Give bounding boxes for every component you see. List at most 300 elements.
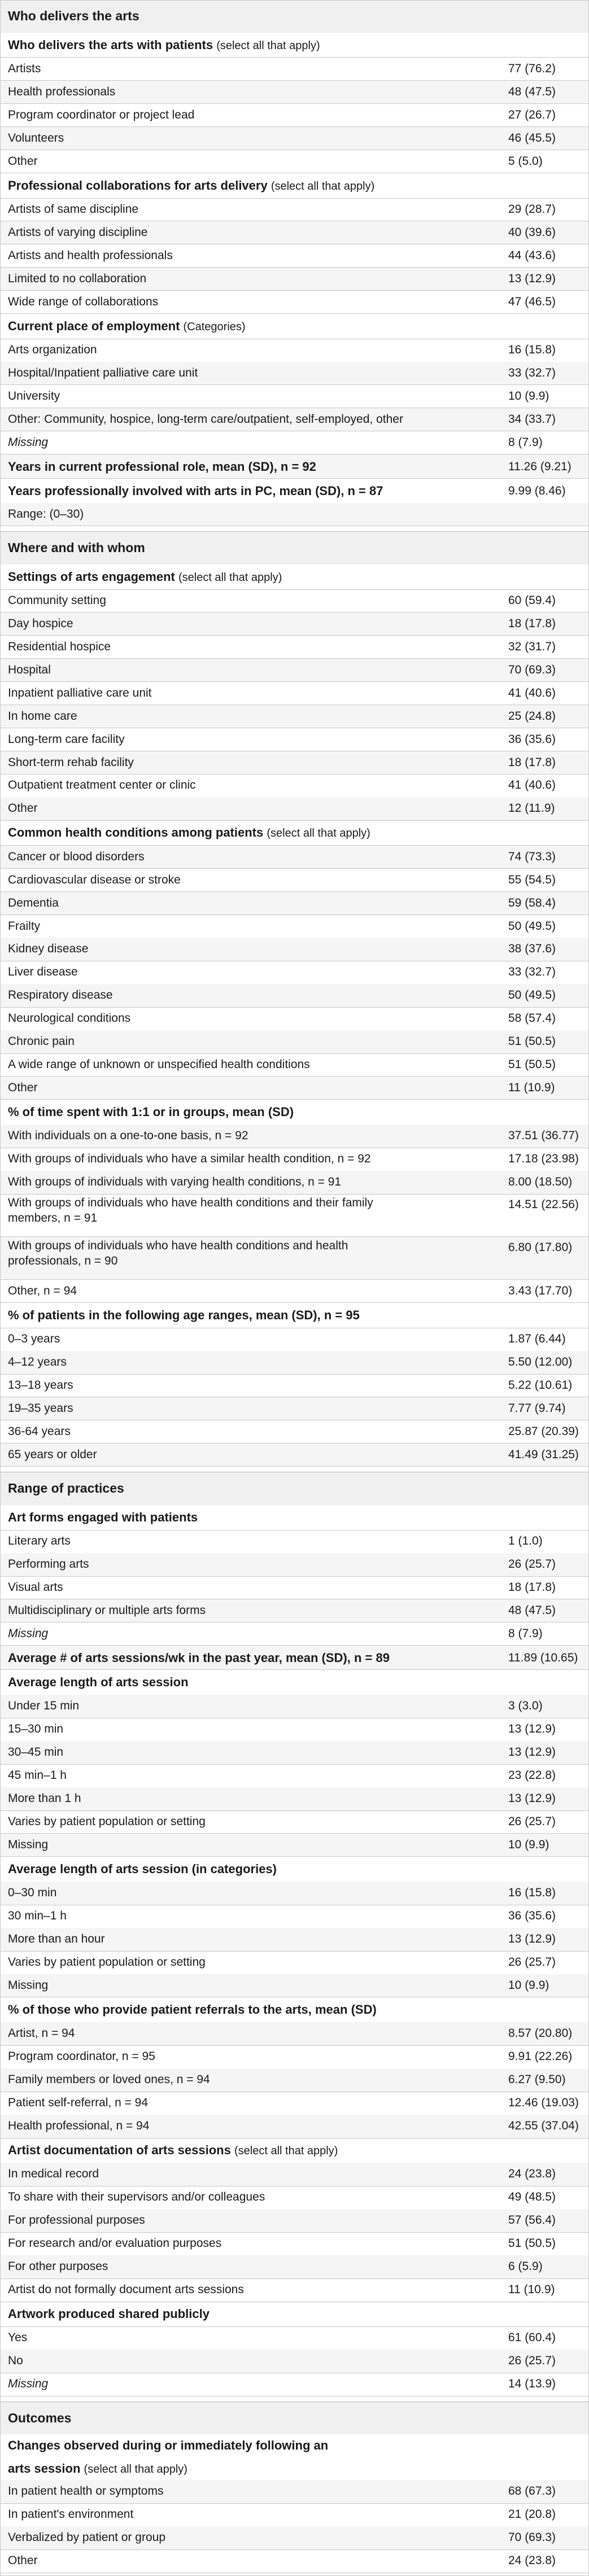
subheading-text: Art forms engaged with patients (8, 1510, 198, 1524)
row-divider (0, 1466, 589, 1467)
row-value: 11.26 (9.21) (508, 460, 571, 473)
subheading-note: (select all that apply) (216, 39, 320, 52)
row-label: Frailty (8, 919, 41, 933)
row-value: 41 (40.6) (508, 779, 556, 792)
table-row (0, 751, 589, 775)
row-value: 77 (76.2) (508, 62, 556, 75)
row-value: 14.51 (22.56) (508, 1198, 579, 1212)
subheading-row (0, 314, 589, 339)
table-row (0, 1374, 589, 1397)
section-heading (0, 532, 589, 565)
table-row (0, 659, 589, 682)
row-value: 26 (25.7) (508, 1815, 556, 1828)
row-label: Health professional, n = 94 (8, 2119, 150, 2133)
subheading-row (0, 2138, 589, 2163)
table-row (0, 58, 589, 81)
row-label: With groups of individuals with varying health conditions, n = 91 (8, 1175, 342, 1189)
row-label: Liver disease (8, 965, 78, 979)
row-label: Family members or loved ones, n = 94 (8, 2073, 210, 2087)
row-value: 9.91 (22.26) (508, 2050, 573, 2063)
table-row (0, 150, 589, 173)
table-row (0, 1553, 589, 1576)
table-row (0, 1530, 589, 1553)
row-value: 34 (33.7) (508, 412, 556, 426)
stat-row (0, 1646, 589, 1670)
table-row (0, 1882, 589, 1905)
row-label: No (8, 2354, 23, 2368)
subheading-text: Current place of employment (8, 318, 180, 333)
subheading-row (0, 33, 589, 58)
subheading-text: Settings of arts engagement (8, 569, 175, 584)
row-label: Years in current professional role, mean (SD), n = 92 (8, 459, 316, 474)
subheading-text: Average length of arts session (in categories) (8, 1861, 277, 1876)
row-value: 18 (17.8) (508, 616, 556, 630)
row-value: 44 (43.6) (508, 248, 556, 262)
table-row (0, 892, 589, 915)
row-value: 8 (7.9) (508, 435, 543, 449)
subheading-label (8, 314, 589, 339)
row-label: Yes (8, 2331, 28, 2345)
row-label: Missing (8, 1979, 49, 1992)
row-label: Missing (8, 1838, 49, 1851)
row-label: Average # of arts sessions/wk in the past year, mean (SD), n = 89 (8, 1650, 390, 1665)
table-row (0, 938, 589, 961)
table-row (0, 774, 589, 797)
row-label: Missing (8, 435, 49, 449)
row-label: Multidisciplinary or multiple arts forms (8, 1603, 206, 1617)
row-label: With individuals on a one-to-one basis, n = 92 (8, 1129, 248, 1143)
row-value: 3.43 (17.70) (508, 1284, 573, 1297)
subheading-label (8, 1505, 589, 1530)
row-value: 5.22 (10.61) (508, 1379, 573, 1392)
row-value: 37.51 (36.77) (508, 1129, 579, 1143)
table-row (0, 1237, 589, 1280)
subheading-text: Artist documentation of arts sessions (8, 2143, 231, 2158)
row-label: Long-term care facility (8, 732, 125, 746)
table-row (0, 1576, 589, 1599)
subheading-label (8, 1100, 589, 1125)
row-value: 33 (32.7) (508, 366, 556, 380)
row-value: 6.80 (17.80) (508, 1240, 573, 1254)
row-label: In home care (8, 709, 77, 723)
row-label: 0–30 min (8, 1886, 57, 1900)
section-title: Range of practices (8, 1481, 124, 1496)
table-row (0, 2255, 589, 2278)
row-value: 6.27 (9.50) (508, 2073, 566, 2087)
row-label: Dementia (8, 896, 59, 909)
subheading-label (8, 2434, 589, 2481)
row-value: 50 (49.5) (508, 989, 556, 1002)
row-label: Literary arts (8, 1534, 71, 1548)
subheading-text: Who delivers the arts with patients (8, 37, 213, 52)
table-row (0, 1053, 589, 1077)
row-value: 26 (25.7) (508, 1558, 556, 1571)
table-row (0, 2503, 589, 2526)
row-label: Range: (0–30) (8, 508, 84, 521)
table-row (0, 2326, 589, 2350)
row-value: 68 (67.3) (508, 2485, 556, 2498)
row-label: 13–18 years (8, 1379, 73, 1392)
row-value: 25.87 (20.39) (508, 1424, 579, 1438)
table-row (0, 613, 589, 636)
table-row (0, 636, 589, 659)
table-row (0, 2186, 589, 2209)
subheading-label (8, 33, 589, 58)
table-row (0, 2209, 589, 2232)
row-value: 11 (10.9) (508, 1081, 555, 1094)
table-row (0, 2045, 589, 2068)
row-value: 40 (39.6) (508, 225, 556, 239)
row-label: Patient self-referral, n = 94 (8, 2096, 149, 2110)
table-row (0, 1420, 589, 1444)
row-label: 15–30 min (8, 1722, 64, 1736)
row-label: Other (8, 802, 38, 815)
row-label: Artist, n = 94 (8, 2027, 75, 2040)
row-label: Artist do not formally document arts sessions (8, 2283, 244, 2297)
subheading-note: (select all that apply) (270, 180, 375, 193)
subheading-row (0, 1670, 589, 1695)
row-value: 11.89 (10.65) (508, 1651, 578, 1664)
row-label: 0–3 years (8, 1332, 60, 1346)
table-row (0, 1834, 589, 1857)
row-value: 41.49 (31.25) (508, 1447, 579, 1461)
subheading-text: Common health conditions among patients (8, 825, 264, 840)
row-label: Short-term rehab facility (8, 755, 134, 769)
table-row (0, 127, 589, 150)
row-value: 60 (59.4) (508, 594, 556, 607)
row-value: 5.50 (12.00) (508, 1355, 573, 1369)
table-row (0, 2068, 589, 2092)
table-row (0, 1974, 589, 1997)
table-row (0, 1194, 589, 1237)
subheading-label (8, 2302, 589, 2326)
table-row (0, 198, 589, 221)
subheading-text: % of time spent with 1:1 or in groups, mean (SD) (8, 1104, 294, 1119)
row-label: With groups of individuals who have a similar health condition, n = 92 (8, 1152, 371, 1166)
table-row (0, 221, 589, 244)
row-label: A wide range of unknown or unspecified health conditions (8, 1058, 310, 1071)
table-row (0, 961, 589, 984)
row-label: Arts organization (8, 343, 97, 357)
table-row (0, 1695, 589, 1718)
table-row (0, 2232, 589, 2255)
row-label: Chronic pain (8, 1035, 75, 1048)
row-value: 27 (26.7) (508, 108, 556, 121)
subheading-text: Average length of arts session (8, 1674, 189, 1689)
subheading-note: (select all that apply) (84, 2463, 187, 2476)
row-label: Varies by patient population or setting (8, 1815, 206, 1828)
row-label: 30 min–1 h (8, 1909, 67, 1923)
row-value: 36 (35.6) (508, 1909, 556, 1923)
table-row (0, 1622, 589, 1646)
row-label: Hospital/Inpatient palliative care unit (8, 366, 198, 380)
table-row (0, 1171, 589, 1194)
subheading-row (0, 2302, 589, 2326)
subheading-row (0, 565, 589, 589)
row-label: Hospital (8, 663, 51, 676)
table-row (0, 797, 589, 820)
row-value: 21 (20.8) (508, 2508, 556, 2521)
table-row (0, 2350, 589, 2373)
row-label: Other (8, 2554, 38, 2568)
table-row (0, 2092, 589, 2115)
row-value: 24 (23.8) (508, 2554, 556, 2568)
subheading-text: % of those who provide patient referrals to the arts, mean (SD) (8, 2002, 377, 2017)
row-value: 16 (15.8) (508, 343, 556, 357)
table-row (0, 104, 589, 127)
row-label: In patient health or symptoms (8, 2485, 164, 2498)
subheading-label (8, 565, 589, 590)
stat-row (0, 479, 589, 503)
section-heading (0, 1472, 589, 1505)
row-label: Other (8, 154, 38, 168)
row-value: 48 (47.5) (508, 1603, 556, 1617)
subheading-text: Changes observed during or immediately following an arts session (8, 2438, 329, 2476)
row-label: Program coordinator or project lead (8, 108, 195, 121)
table-row (0, 2526, 589, 2549)
row-value: 47 (46.5) (508, 295, 556, 308)
row-label: Volunteers (8, 131, 64, 145)
row-label: Artists (8, 62, 41, 75)
row-label: Respiratory disease (8, 989, 113, 1002)
row-value: 13 (12.9) (508, 1792, 556, 1805)
row-label: Neurological conditions (8, 1012, 131, 1025)
table-row (0, 869, 589, 892)
row-value: 50 (49.5) (508, 919, 556, 933)
row-value: 24 (23.8) (508, 2167, 556, 2181)
row-label: Other: Community, hospice, long-term care/outpatient, self-employed, other (8, 412, 403, 426)
row-label: Limited to no collaboration (8, 272, 147, 285)
row-value: 9.99 (8.46) (508, 484, 566, 497)
row-value: 18 (17.8) (508, 1581, 556, 1594)
table-row (0, 244, 589, 268)
subheading-row (0, 820, 589, 845)
table-row (0, 1764, 589, 1787)
row-value: 13 (12.9) (508, 1746, 556, 1759)
table-row (0, 1810, 589, 1834)
row-label: In patient's environment (8, 2508, 134, 2521)
table-row (0, 1328, 589, 1351)
subheading-note: (Categories) (183, 320, 246, 333)
table-row (0, 728, 589, 751)
table-row (0, 2115, 589, 2138)
row-label: 4–12 years (8, 1355, 67, 1369)
row-value: 13 (12.9) (508, 1722, 556, 1736)
row-label: Varies by patient population or setting (8, 1956, 206, 1969)
row-value: 25 (24.8) (508, 709, 556, 723)
row-value: 51 (50.5) (508, 1058, 556, 1071)
row-label: For research and/or evaluation purposes (8, 2237, 222, 2250)
section-title: Where and with whom (8, 540, 145, 556)
table-row (0, 1599, 589, 1622)
subheading-row (0, 1303, 589, 1328)
row-label: 45 min–1 h (8, 1769, 67, 1782)
table-row (0, 705, 589, 728)
table-row (0, 408, 589, 431)
row-value: 51 (50.5) (508, 2237, 556, 2250)
table-row (0, 1444, 589, 1467)
row-value: 26 (25.7) (508, 2354, 556, 2368)
row-value: 1.87 (6.44) (508, 1332, 566, 1346)
row-label: Residential hospice (8, 640, 111, 653)
table-row (0, 1007, 589, 1030)
row-label: Other, n = 94 (8, 1284, 77, 1297)
row-value: 7.77 (9.74) (508, 1401, 566, 1415)
subheading-text: % of patients in the following age ranges, mean (SD), n = 95 (8, 1307, 360, 1322)
subheading-row (0, 1857, 589, 1882)
row-value: 13 (12.9) (508, 272, 556, 285)
row-label: With groups of individuals who have health conditions and their family members, n = 91 (8, 1196, 373, 1225)
subheading-label (8, 1303, 589, 1328)
row-label: Missing (8, 2377, 49, 2391)
table-row (0, 2373, 589, 2396)
subheading-note: (select all that apply) (234, 2145, 338, 2158)
row-label: Under 15 min (8, 1699, 80, 1713)
row-label: More than 1 h (8, 1792, 81, 1805)
row-value: 11 (10.9) (508, 2283, 555, 2297)
subheading-label (8, 1670, 589, 1695)
table-row (0, 339, 589, 362)
row-label: Outpatient treatment center or clinic (8, 779, 196, 792)
table-row (0, 1280, 589, 1303)
table-row (0, 984, 589, 1007)
table-row (0, 291, 589, 314)
row-value: 32 (31.7) (508, 640, 556, 653)
row-value: 5 (5.0) (508, 154, 543, 168)
subheading-row (0, 1997, 589, 2022)
table-row (0, 2480, 589, 2503)
row-label: 30–45 min (8, 1746, 64, 1759)
subheading-label (8, 1857, 589, 1882)
row-label: 65 years or older (8, 1447, 97, 1461)
subheading-row (0, 173, 589, 198)
table-row (0, 1077, 589, 1100)
row-value: 57 (56.4) (508, 2214, 556, 2227)
table-row (0, 1787, 589, 1810)
row-label: In medical record (8, 2167, 99, 2181)
row-value: 14 (13.9) (508, 2377, 556, 2391)
table-row (0, 431, 589, 454)
table-row (0, 682, 589, 705)
row-label: Artists of same discipline (8, 203, 139, 216)
row-value: 3 (3.0) (508, 1699, 543, 1713)
row-value: 6 (5.9) (508, 2260, 543, 2273)
subheading-row (0, 1505, 589, 1530)
row-label: For professional purposes (8, 2214, 145, 2227)
row-label: Years professionally involved with arts in PC, mean (SD), n = 87 (8, 483, 383, 498)
table-row (0, 1351, 589, 1374)
subheading-text: Professional collaborations for arts delivery (8, 178, 268, 193)
row-value: 1 (1.0) (508, 1534, 543, 1548)
table-row (0, 1030, 589, 1053)
row-label: Day hospice (8, 616, 73, 630)
table-row (0, 2278, 589, 2302)
subheading-label (8, 1997, 589, 2022)
section-heading (0, 2402, 589, 2435)
row-value: 10 (9.9) (508, 1838, 549, 1851)
row-label: Health professionals (8, 85, 116, 98)
table-row (0, 1905, 589, 1928)
row-value: 12 (11.9) (508, 802, 555, 815)
row-value: 12.46 (19.03) (508, 2096, 579, 2110)
table-row (0, 2163, 589, 2186)
row-label: Cardiovascular disease or stroke (8, 873, 181, 886)
row-value: 58 (57.4) (508, 1012, 556, 1025)
table-row (0, 2549, 589, 2573)
row-value: 33 (32.7) (508, 965, 556, 979)
row-value: 26 (25.7) (508, 1956, 556, 1969)
row-label: Kidney disease (8, 942, 89, 956)
row-value: 18 (17.8) (508, 755, 556, 769)
table-row (0, 362, 589, 385)
table-row (0, 589, 589, 613)
row-value: 13 (12.9) (508, 1932, 556, 1946)
table-row (0, 385, 589, 408)
row-value: 48 (47.5) (508, 85, 556, 98)
section-title: Who delivers the arts (8, 8, 139, 23)
row-value: 16 (15.8) (508, 1886, 556, 1900)
table-row (0, 846, 589, 869)
table-row (0, 1148, 589, 1171)
row-label: 36-64 years (8, 1424, 71, 1438)
row-value: 41 (40.6) (508, 686, 556, 699)
row-label: Artists and health professionals (8, 248, 173, 262)
row-label: Verbalized by patient or group (8, 2531, 166, 2544)
table-row (0, 2022, 589, 2045)
row-value: 38 (37.6) (508, 942, 556, 956)
row-label: More than an hour (8, 1932, 105, 1946)
table-row (0, 1718, 589, 1741)
subheading-row (0, 1100, 589, 1125)
subheading-label (8, 2138, 589, 2163)
row-label: With groups of individuals who have health conditions and health professionals, n = 90 (8, 1239, 348, 1267)
row-label: Other (8, 1081, 38, 1094)
subheading-label (8, 173, 589, 199)
row-value: 42.55 (37.04) (508, 2119, 579, 2133)
row-value: 8 (7.9) (508, 1626, 543, 1640)
subheading-note: (select all that apply) (178, 571, 282, 584)
row-label: Performing arts (8, 1558, 89, 1571)
row-label: To share with their supervisors and/or colleagues (8, 2190, 265, 2204)
table-row (0, 1397, 589, 1420)
row-label: Artists of varying discipline (8, 225, 148, 239)
row-value: 59 (58.4) (508, 896, 556, 909)
row-value: 46 (45.5) (508, 131, 556, 145)
row-value: 55 (54.5) (508, 873, 556, 886)
row-value: 49 (48.5) (508, 2190, 556, 2204)
row-value: 51 (50.5) (508, 1035, 556, 1048)
row-label: Program coordinator, n = 95 (8, 2050, 155, 2063)
row-label: Inpatient palliative care unit (8, 686, 152, 699)
subheading-label (8, 820, 589, 846)
table-row (0, 1951, 589, 1974)
row-label: Wide range of collaborations (8, 295, 159, 308)
range-row (0, 503, 589, 526)
row-label: Visual arts (8, 1581, 63, 1594)
row-label: Community setting (8, 594, 106, 607)
stat-row (0, 454, 589, 479)
row-value: 36 (35.6) (508, 732, 556, 746)
table-row (0, 1741, 589, 1764)
section-title: Outcomes (8, 2410, 72, 2425)
table-row (0, 268, 589, 291)
table-row (0, 1125, 589, 1148)
row-label: 19–35 years (8, 1401, 73, 1415)
row-label: University (8, 389, 60, 403)
row-value: 10 (9.9) (508, 1979, 549, 1992)
row-value: 61 (60.4) (508, 2331, 556, 2345)
subheading-row (0, 2434, 589, 2480)
